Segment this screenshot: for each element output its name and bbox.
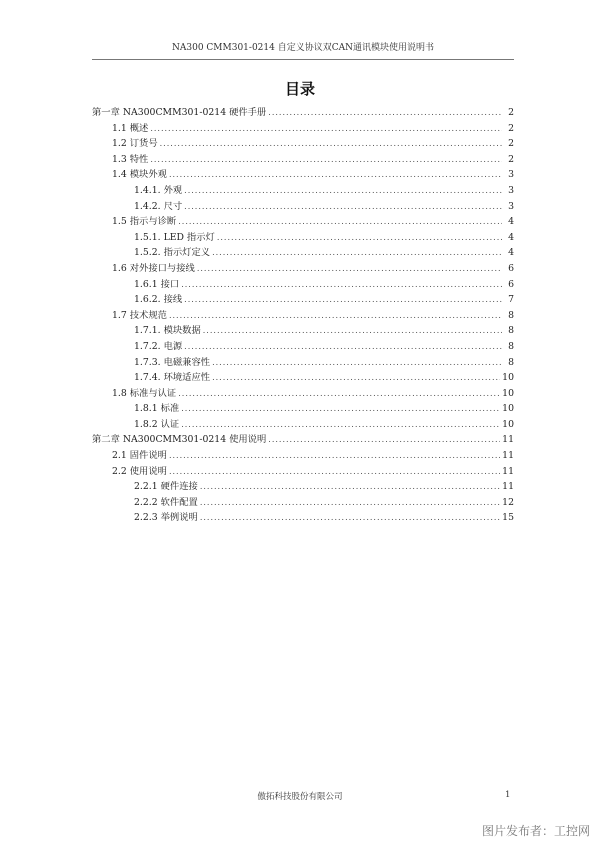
toc-leader-dots bbox=[268, 108, 502, 117]
footer-company: 傲拓科技股份有限公司 bbox=[257, 792, 343, 802]
toc-entry-page: 2 bbox=[508, 138, 514, 150]
toc-leader-dots bbox=[203, 326, 502, 335]
toc-entry-page: 10 bbox=[502, 403, 514, 415]
toc-leader-dots bbox=[150, 124, 502, 133]
toc-entry[interactable] bbox=[92, 447, 514, 463]
toc-entry-text: 1.8.2 认证 bbox=[134, 418, 180, 430]
toc-entry-page: 10 bbox=[502, 372, 514, 384]
toc-leader-dots bbox=[184, 186, 502, 195]
toc-entry-page: 2 bbox=[508, 122, 514, 134]
toc-entry-page: 3 bbox=[508, 169, 514, 181]
toc-entry[interactable] bbox=[92, 385, 514, 401]
header-title: NA300 CMM301-0214 自定义协议双CAN通讯模块使用说明书 bbox=[172, 43, 434, 53]
toc-entry-text: 1.6.1 接口 bbox=[134, 278, 180, 290]
toc-leader-dots bbox=[217, 233, 502, 242]
toc-entry-page: 6 bbox=[508, 262, 514, 274]
toc-entry-page: 3 bbox=[508, 200, 514, 212]
toc-entry-text: 1.6 对外接口与接线 bbox=[112, 262, 195, 274]
toc-leader-dots bbox=[184, 295, 502, 304]
page-header bbox=[92, 40, 514, 60]
toc-entry[interactable] bbox=[92, 198, 514, 214]
toc-entry-text: 1.7 技术规范 bbox=[112, 309, 167, 321]
toc-entry-page: 10 bbox=[502, 387, 514, 399]
toc-entry[interactable] bbox=[92, 416, 514, 432]
toc-entry-text: 1.7.3. 电磁兼容性 bbox=[134, 356, 211, 368]
toc-entry-page: 7 bbox=[508, 294, 514, 306]
toc-entry-page: 8 bbox=[508, 356, 514, 368]
toc-entry[interactable] bbox=[92, 166, 514, 182]
toc-entry-text: 1.4 模块外观 bbox=[112, 169, 167, 181]
toc-leader-dots bbox=[178, 217, 502, 226]
toc-leader-dots bbox=[268, 435, 500, 444]
toc-entry-page: 4 bbox=[508, 216, 514, 228]
toc-leader-dots bbox=[178, 389, 500, 398]
toc-entry-page: 11 bbox=[502, 465, 514, 477]
toc-entry[interactable] bbox=[92, 260, 514, 276]
toc-entry-page: 2 bbox=[508, 153, 514, 165]
toc-entry-text: 2.2.1 硬件连接 bbox=[134, 481, 198, 493]
toc-leader-dots bbox=[200, 482, 500, 491]
toc-leader-dots bbox=[169, 170, 502, 179]
toc-entry-page: 8 bbox=[508, 340, 514, 352]
toc-entry[interactable] bbox=[92, 400, 514, 416]
toc-entry-text: 1.5 指示与诊断 bbox=[112, 216, 177, 228]
toc-entry[interactable] bbox=[92, 369, 514, 385]
toc-entry-text: 2.1 固件说明 bbox=[112, 450, 167, 462]
toc-entry-page: 8 bbox=[508, 309, 514, 321]
toc-entry-text: 1.3 特性 bbox=[112, 153, 149, 165]
toc-leader-dots bbox=[181, 404, 500, 413]
toc-entry[interactable] bbox=[92, 509, 514, 525]
footer-page-number: 1 bbox=[505, 790, 511, 800]
toc-entry-text: 1.4.2. 尺寸 bbox=[134, 200, 183, 212]
toc-entry[interactable] bbox=[92, 135, 514, 151]
toc-leader-dots bbox=[181, 280, 502, 289]
toc-entry-page: 6 bbox=[508, 278, 514, 290]
toc-leader-dots bbox=[150, 155, 502, 164]
toc-leader-dots bbox=[181, 420, 500, 429]
toc-entry-text: 1.5.2. 指示灯定义 bbox=[134, 247, 211, 259]
toc-leader-dots bbox=[184, 342, 502, 351]
toc-entry[interactable] bbox=[92, 354, 514, 370]
toc-entry-text: 1.4.1. 外观 bbox=[134, 184, 183, 196]
toc-title: 目录 bbox=[284, 80, 315, 98]
toc-entry-page: 3 bbox=[508, 184, 514, 196]
toc-entry-text: 1.7.2. 电源 bbox=[134, 340, 183, 352]
toc-entry-page: 12 bbox=[502, 496, 514, 508]
watermark: 图片发布者：工控网 bbox=[481, 824, 590, 838]
toc-entry[interactable] bbox=[92, 307, 514, 323]
toc-leader-dots bbox=[184, 202, 502, 211]
toc-entry-text: 1.7.4. 环境适应性 bbox=[134, 372, 211, 384]
table-of-contents bbox=[92, 104, 514, 525]
toc-entry-text: 1.8.1 标准 bbox=[134, 403, 180, 415]
toc-leader-dots bbox=[212, 358, 502, 367]
toc-entry-text: 1.6.2. 接线 bbox=[134, 294, 183, 306]
toc-leader-dots bbox=[212, 248, 502, 257]
toc-entry[interactable] bbox=[92, 431, 514, 447]
toc-entry[interactable] bbox=[92, 244, 514, 260]
toc-entry-page: 10 bbox=[502, 418, 514, 430]
toc-entry[interactable] bbox=[92, 494, 514, 510]
toc-leader-dots bbox=[160, 139, 502, 148]
toc-leader-dots bbox=[212, 373, 500, 382]
toc-entry-page: 2 bbox=[508, 107, 514, 118]
toc-entry-text: 2.2 使用说明 bbox=[112, 465, 167, 477]
toc-leader-dots bbox=[197, 264, 502, 273]
toc-leader-dots bbox=[169, 467, 500, 476]
toc-entry[interactable] bbox=[92, 151, 514, 167]
toc-entry[interactable] bbox=[92, 213, 514, 229]
toc-entry[interactable] bbox=[92, 104, 514, 120]
toc-leader-dots bbox=[169, 451, 500, 460]
toc-entry-page: 11 bbox=[502, 450, 514, 462]
toc-entry-text: 第二章 NA300CMM301-0214 使用说明 bbox=[92, 434, 267, 446]
toc-entry[interactable] bbox=[92, 478, 514, 494]
toc-entry-page: 4 bbox=[508, 247, 514, 259]
toc-entry-page: 8 bbox=[508, 325, 514, 337]
toc-entry[interactable] bbox=[92, 182, 514, 198]
toc-entry[interactable] bbox=[92, 229, 514, 245]
toc-entry-page: 4 bbox=[508, 231, 514, 243]
toc-entry-page: 11 bbox=[502, 481, 514, 493]
toc-leader-dots bbox=[200, 513, 500, 522]
toc-entry[interactable] bbox=[92, 338, 514, 354]
toc-entry-text: 1.7.1. 模块数据 bbox=[134, 325, 201, 337]
toc-entry[interactable] bbox=[92, 291, 514, 307]
toc-entry-page: 11 bbox=[502, 434, 514, 446]
toc-entry[interactable] bbox=[92, 463, 514, 479]
toc-entry-page: 15 bbox=[502, 512, 514, 524]
toc-entry-text: 2.2.3 举例说明 bbox=[134, 512, 198, 524]
toc-entry-text: 1.8 标准与认证 bbox=[112, 387, 177, 399]
toc-entry-text: 1.2 订货号 bbox=[112, 138, 158, 150]
toc-entry[interactable] bbox=[92, 276, 514, 292]
toc-entry-text: 1.5.1. LED 指示灯 bbox=[134, 231, 215, 243]
toc-entry-text: 2.2.2 软件配置 bbox=[134, 496, 198, 508]
toc-entry-text: 1.1 概述 bbox=[112, 122, 149, 134]
toc-leader-dots bbox=[169, 311, 502, 320]
toc-entry-text: 第一章 NA300CMM301-0214 硬件手册 bbox=[92, 107, 267, 118]
toc-entry[interactable] bbox=[92, 322, 514, 338]
toc-leader-dots bbox=[200, 498, 500, 507]
toc-entry[interactable] bbox=[92, 120, 514, 136]
